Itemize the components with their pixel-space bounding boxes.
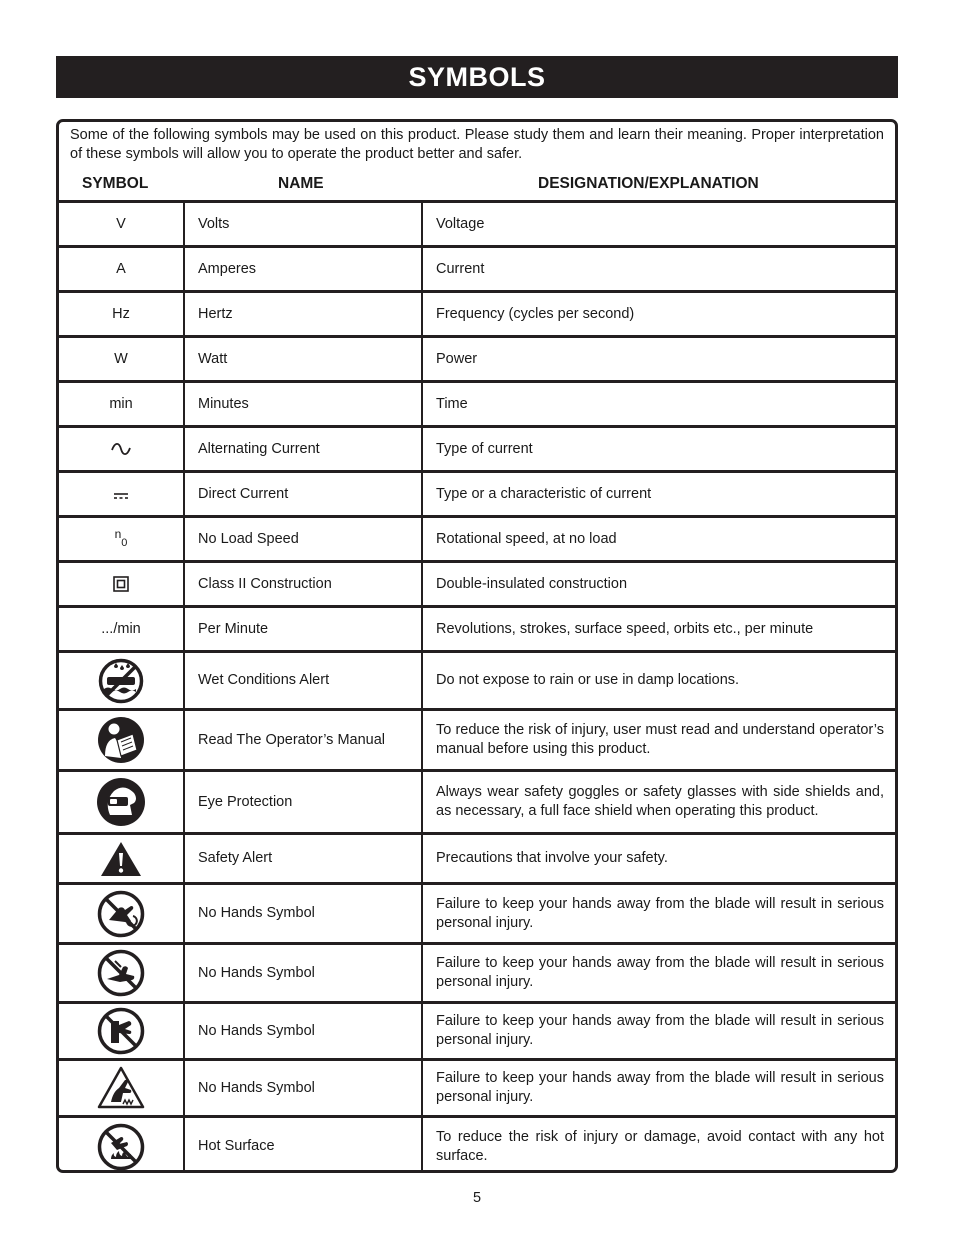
symbol-cell: min	[109, 395, 133, 412]
designation-cell: Current	[421, 248, 895, 290]
class-ii-construction-icon	[59, 563, 183, 605]
no-hands-icon	[59, 885, 183, 942]
name-cell: Wet Conditions Alert	[183, 653, 421, 708]
designation-cell: Power	[421, 338, 895, 380]
symbol-subscript: 0	[121, 536, 128, 549]
table-row	[59, 560, 895, 605]
safety-alert-icon	[59, 835, 183, 882]
table-row	[59, 245, 895, 290]
table-row	[59, 1058, 895, 1115]
symbol-cell: A	[116, 260, 126, 277]
column-header-name: NAME	[278, 175, 324, 192]
name-cell: Safety Alert	[183, 835, 421, 882]
table-row	[59, 832, 895, 882]
name-cell: No Hands Symbol	[183, 1061, 421, 1115]
no-hands-icon	[59, 945, 183, 1001]
table-row	[59, 650, 895, 708]
symbol-cell: W	[114, 350, 128, 367]
name-cell: Eye Protection	[183, 772, 421, 832]
symbol-cell: .../min	[101, 620, 141, 637]
name-cell: Volts	[183, 203, 421, 245]
table-row	[59, 200, 895, 245]
name-cell: No Hands Symbol	[183, 1004, 421, 1058]
designation-cell: Rotational speed, at no load	[421, 518, 895, 560]
table-row	[59, 1001, 895, 1058]
symbols-table	[59, 200, 895, 1173]
page-title: SYMBOLS	[56, 56, 898, 98]
table-row	[59, 1115, 895, 1173]
symbol-n: n	[114, 526, 122, 541]
column-header-designation: DESIGNATION/EXPLANATION	[538, 175, 759, 192]
no-hands-warning-icon	[59, 1061, 183, 1115]
name-cell: No Hands Symbol	[183, 945, 421, 1001]
designation-cell: Type of current	[421, 428, 895, 470]
designation-cell: To reduce the risk of injury or damage, avoid contact with any hot surface.	[421, 1118, 895, 1173]
symbol-cell: Hz	[112, 305, 130, 322]
name-cell: Hertz	[183, 293, 421, 335]
designation-cell: Time	[421, 383, 895, 425]
designation-cell: Failure to keep your hands away from the blade will result in serious personal injury.	[421, 1004, 895, 1058]
table-row	[59, 769, 895, 832]
table-row	[59, 515, 895, 560]
name-cell: Per Minute	[183, 608, 421, 650]
no-hands-icon	[59, 1004, 183, 1058]
table-row	[59, 942, 895, 1001]
table-row	[59, 882, 895, 942]
symbols-table-frame	[56, 119, 898, 1173]
read-manual-icon	[59, 711, 183, 769]
table-row	[59, 290, 895, 335]
designation-cell: Failure to keep your hands away from the blade will result in serious personal injury.	[421, 1061, 895, 1115]
name-cell: No Hands Symbol	[183, 885, 421, 942]
designation-cell: Double-insulated construction	[421, 563, 895, 605]
name-cell: Direct Current	[183, 473, 421, 515]
table-row	[59, 470, 895, 515]
designation-cell: Revolutions, strokes, surface speed, orbits etc., per minute	[421, 608, 895, 650]
table-row	[59, 605, 895, 650]
table-row	[59, 335, 895, 380]
designation-cell: Voltage	[421, 203, 895, 245]
name-cell: Hot Surface	[183, 1118, 421, 1173]
eye-protection-icon	[59, 772, 183, 832]
name-cell: Class II Construction	[183, 563, 421, 605]
wet-conditions-alert-icon	[59, 653, 183, 708]
name-cell: Read The Operator’s Manual	[183, 711, 421, 769]
designation-cell: Always wear safety goggles or safety glasses with side shields and, as necessary, a full face shield when operating this product.	[421, 772, 895, 832]
name-cell: Amperes	[183, 248, 421, 290]
name-cell: No Load Speed	[183, 518, 421, 560]
designation-cell: Type or a characteristic of current	[421, 473, 895, 515]
name-cell: Alternating Current	[183, 428, 421, 470]
hot-surface-icon	[59, 1118, 183, 1173]
name-cell: Watt	[183, 338, 421, 380]
table-row	[59, 708, 895, 769]
table-row	[59, 425, 895, 470]
designation-cell: Frequency (cycles per second)	[421, 293, 895, 335]
symbol-cell: V	[116, 215, 126, 232]
alternating-current-icon	[59, 428, 183, 470]
direct-current-icon	[59, 473, 183, 515]
designation-cell: Do not expose to rain or use in damp locations.	[421, 653, 895, 708]
designation-cell: Failure to keep your hands away from the blade will result in serious personal injury.	[421, 945, 895, 1001]
page-number: 5	[472, 1190, 482, 1206]
column-header-symbol: SYMBOL	[82, 175, 149, 192]
designation-cell: Precautions that involve your safety.	[421, 835, 895, 882]
no-load-speed-symbol	[59, 518, 183, 560]
intro-paragraph: Some of the following symbols may be used on this product. Please study them and learn their meaning. Proper interpretation of these symbols will allow you to operate the product better and safer.	[70, 127, 884, 162]
name-cell: Minutes	[183, 383, 421, 425]
designation-cell: To reduce the risk of injury, user must read and understand operator’s manual before using this product.	[421, 711, 895, 769]
designation-cell: Failure to keep your hands away from the blade will result in serious personal injury.	[421, 885, 895, 942]
table-row	[59, 380, 895, 425]
